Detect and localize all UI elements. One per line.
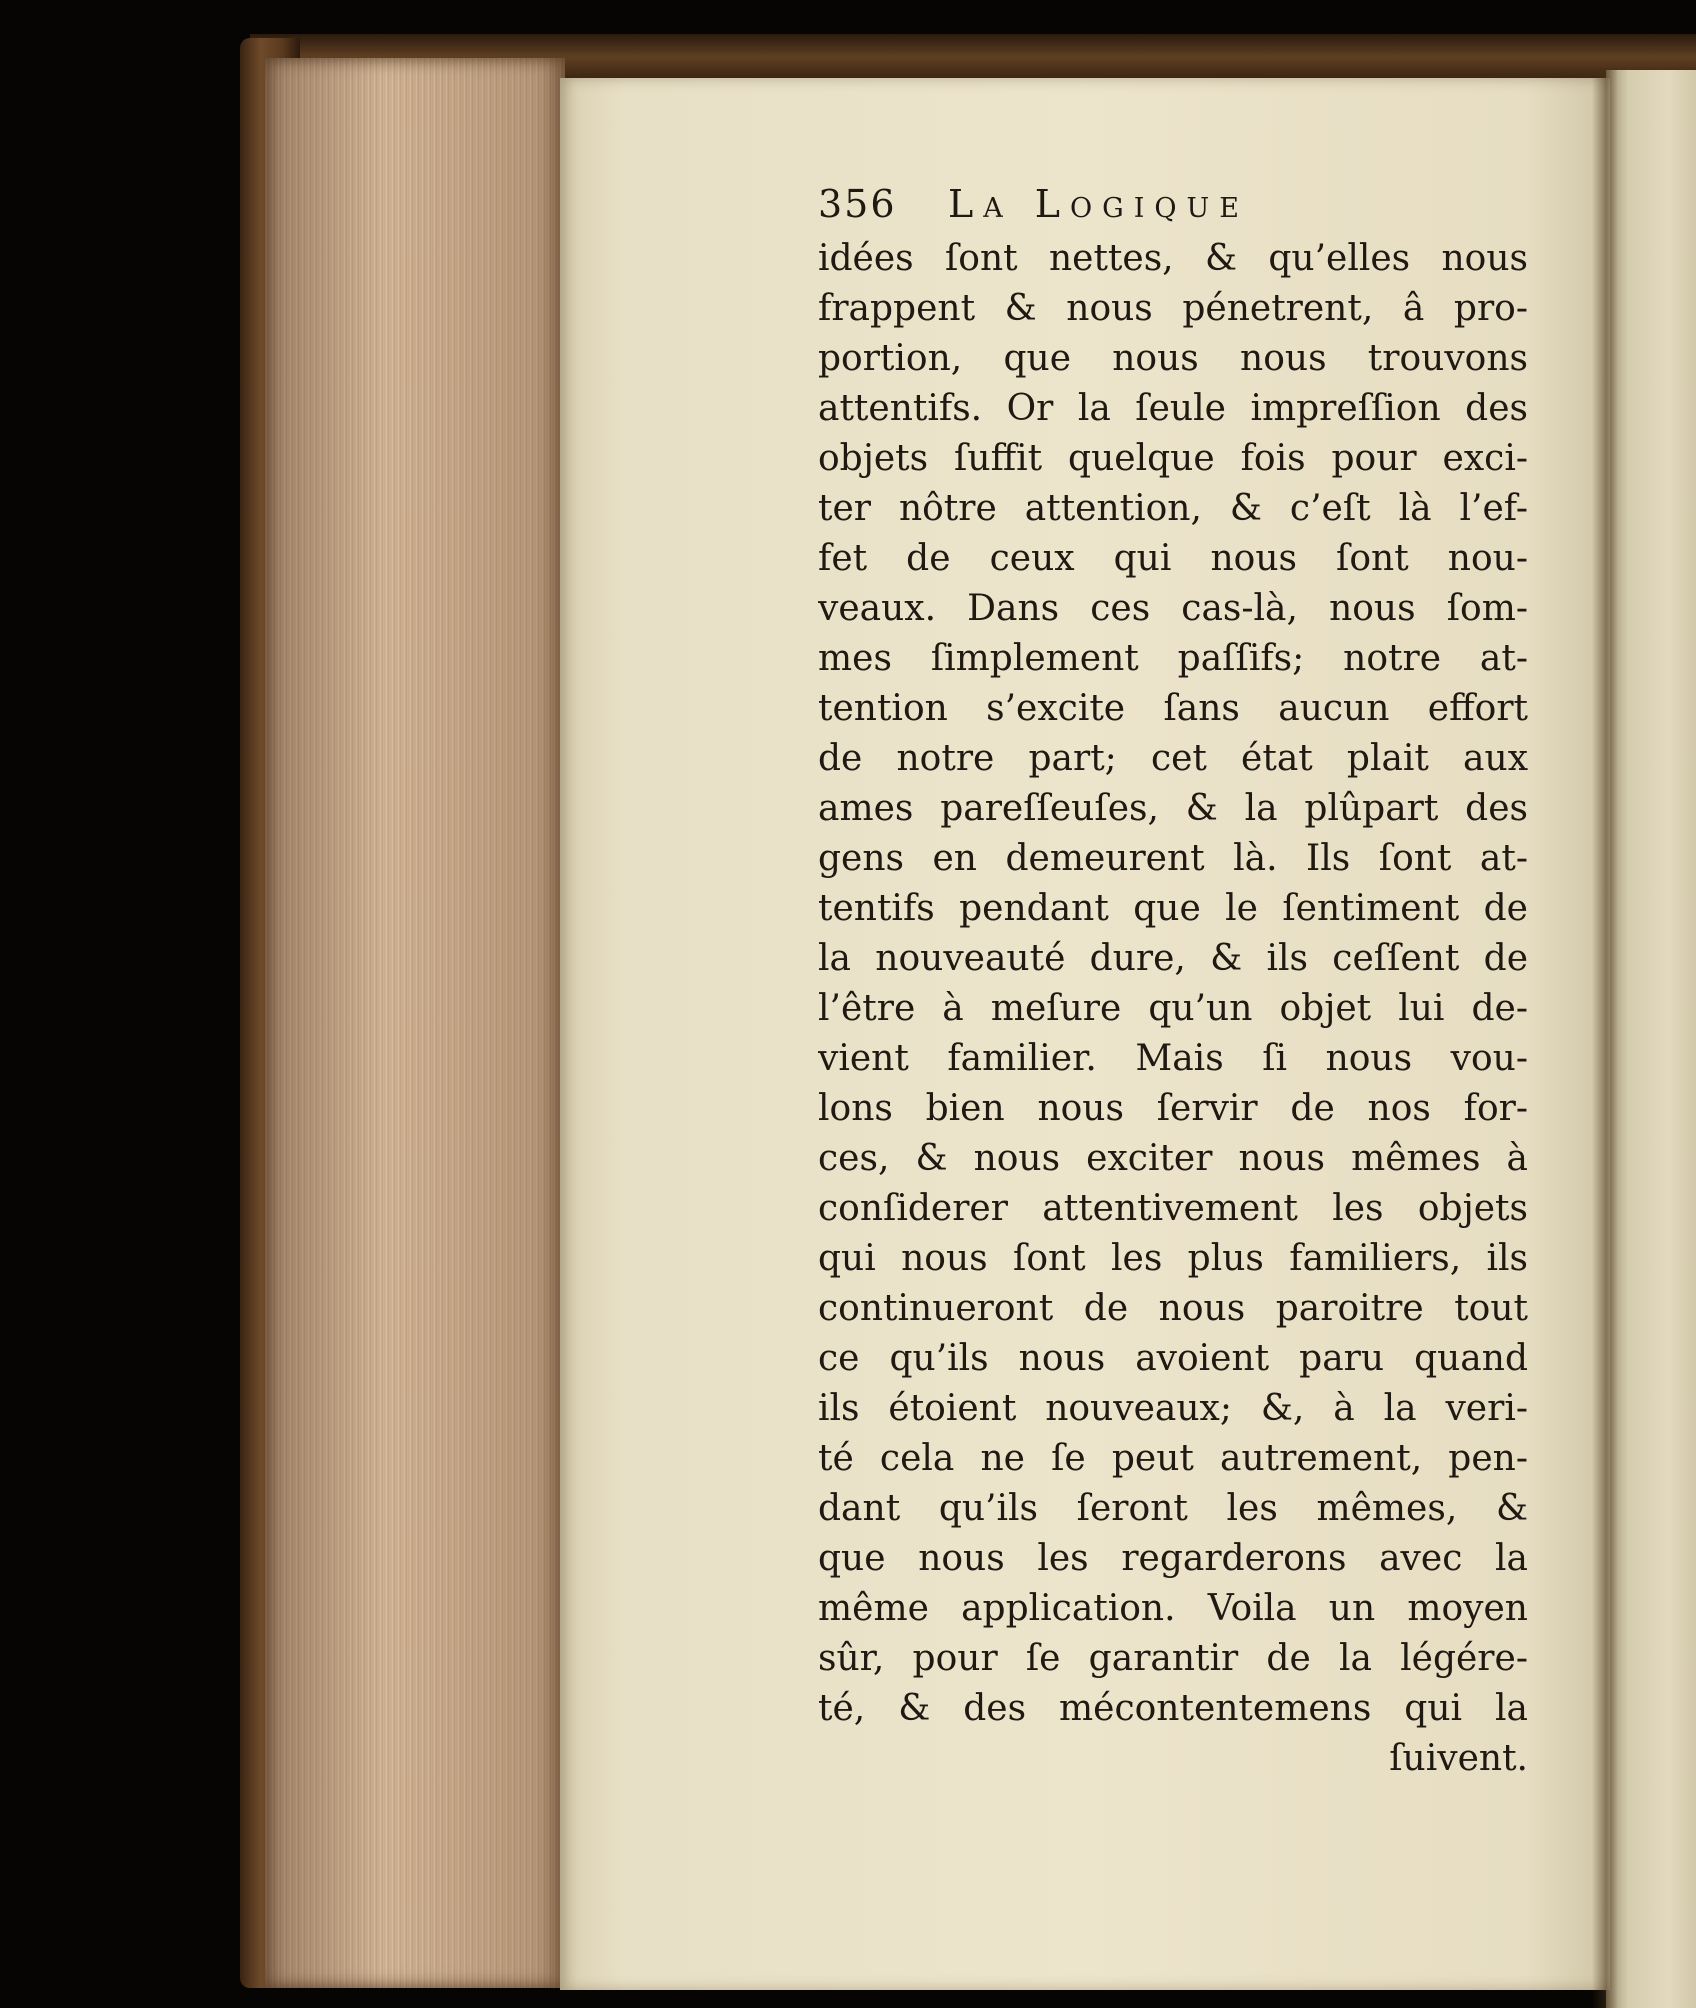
text-line: objets ſuffit quelque fois pour exci- — [818, 438, 1528, 479]
text-line: sûr, pour ſe garantir de la légére- — [818, 1638, 1528, 1679]
running-title: La Logique — [948, 182, 1250, 226]
text-line: même application. Voila un moyen — [818, 1588, 1528, 1629]
text-line: gens en demeurent là. Ils ſont at- — [818, 838, 1528, 879]
text-line: idées ſont nettes, & qu’elles nous — [818, 238, 1528, 279]
text-line: tention s’excite ſans aucun effort — [818, 688, 1528, 729]
text-line: continueront de nous paroitre tout — [818, 1288, 1528, 1329]
text-line: tentifs pendant que le ſentiment de — [818, 888, 1528, 929]
text-line: vient familier. Mais ſi nous vou- — [818, 1038, 1528, 1079]
text-line: mes ſimplement paſſifs; notre at- — [818, 638, 1528, 679]
text-line: té cela ne ſe peut autrement, pen- — [818, 1438, 1528, 1479]
text-line: conſiderer attentivement les objets — [818, 1188, 1528, 1229]
text-line: té, & des mécontentemens qui la — [818, 1688, 1528, 1729]
text-line: frappent & nous pénetrent, â pro- — [818, 288, 1528, 329]
page-header — [818, 182, 1528, 234]
page-text — [818, 182, 1528, 1784]
text-line: ils étoient nouveaux; &, à la veri- — [818, 1388, 1528, 1429]
catchword: ſuivent. — [1389, 1738, 1528, 1779]
text-line: qui nous ſont les plus familiers, ils — [818, 1238, 1528, 1279]
text-line: dant qu’ils ſeront les mêmes, & — [818, 1488, 1528, 1529]
page-number: 356 — [818, 182, 897, 226]
text-line: fet de ceux qui nous ſont nou- — [818, 538, 1528, 579]
text-line: l’être à meſure qu’un objet lui de- — [818, 988, 1528, 1029]
text-line: ter nôtre attention, & c’eſt là l’ef- — [818, 488, 1528, 529]
facing-page — [1606, 70, 1696, 2008]
page-gutter — [1592, 70, 1618, 2008]
text-line: attentifs. Or la ſeule impreſſion des — [818, 388, 1528, 429]
text-line: ames pareſſeuſes, & la plûpart des — [818, 788, 1528, 829]
text-line: que nous les regarderons avec la — [818, 1538, 1528, 1579]
text-line: de notre part; cet état plait aux — [818, 738, 1528, 779]
text-line: ces, & nous exciter nous mêmes à — [818, 1138, 1528, 1179]
text-line: ce qu’ils nous avoient paru quand — [818, 1338, 1528, 1379]
text-line: lons bien nous ſervir de nos for- — [818, 1088, 1528, 1129]
text-line: veaux. Dans ces cas-là, nous ſom- — [818, 588, 1528, 629]
text-line: portion, que nous nous trouvons — [818, 338, 1528, 379]
page-fore-edge-shade — [265, 58, 565, 1988]
text-line: la nouveauté dure, & ils ceſſent de — [818, 938, 1528, 979]
